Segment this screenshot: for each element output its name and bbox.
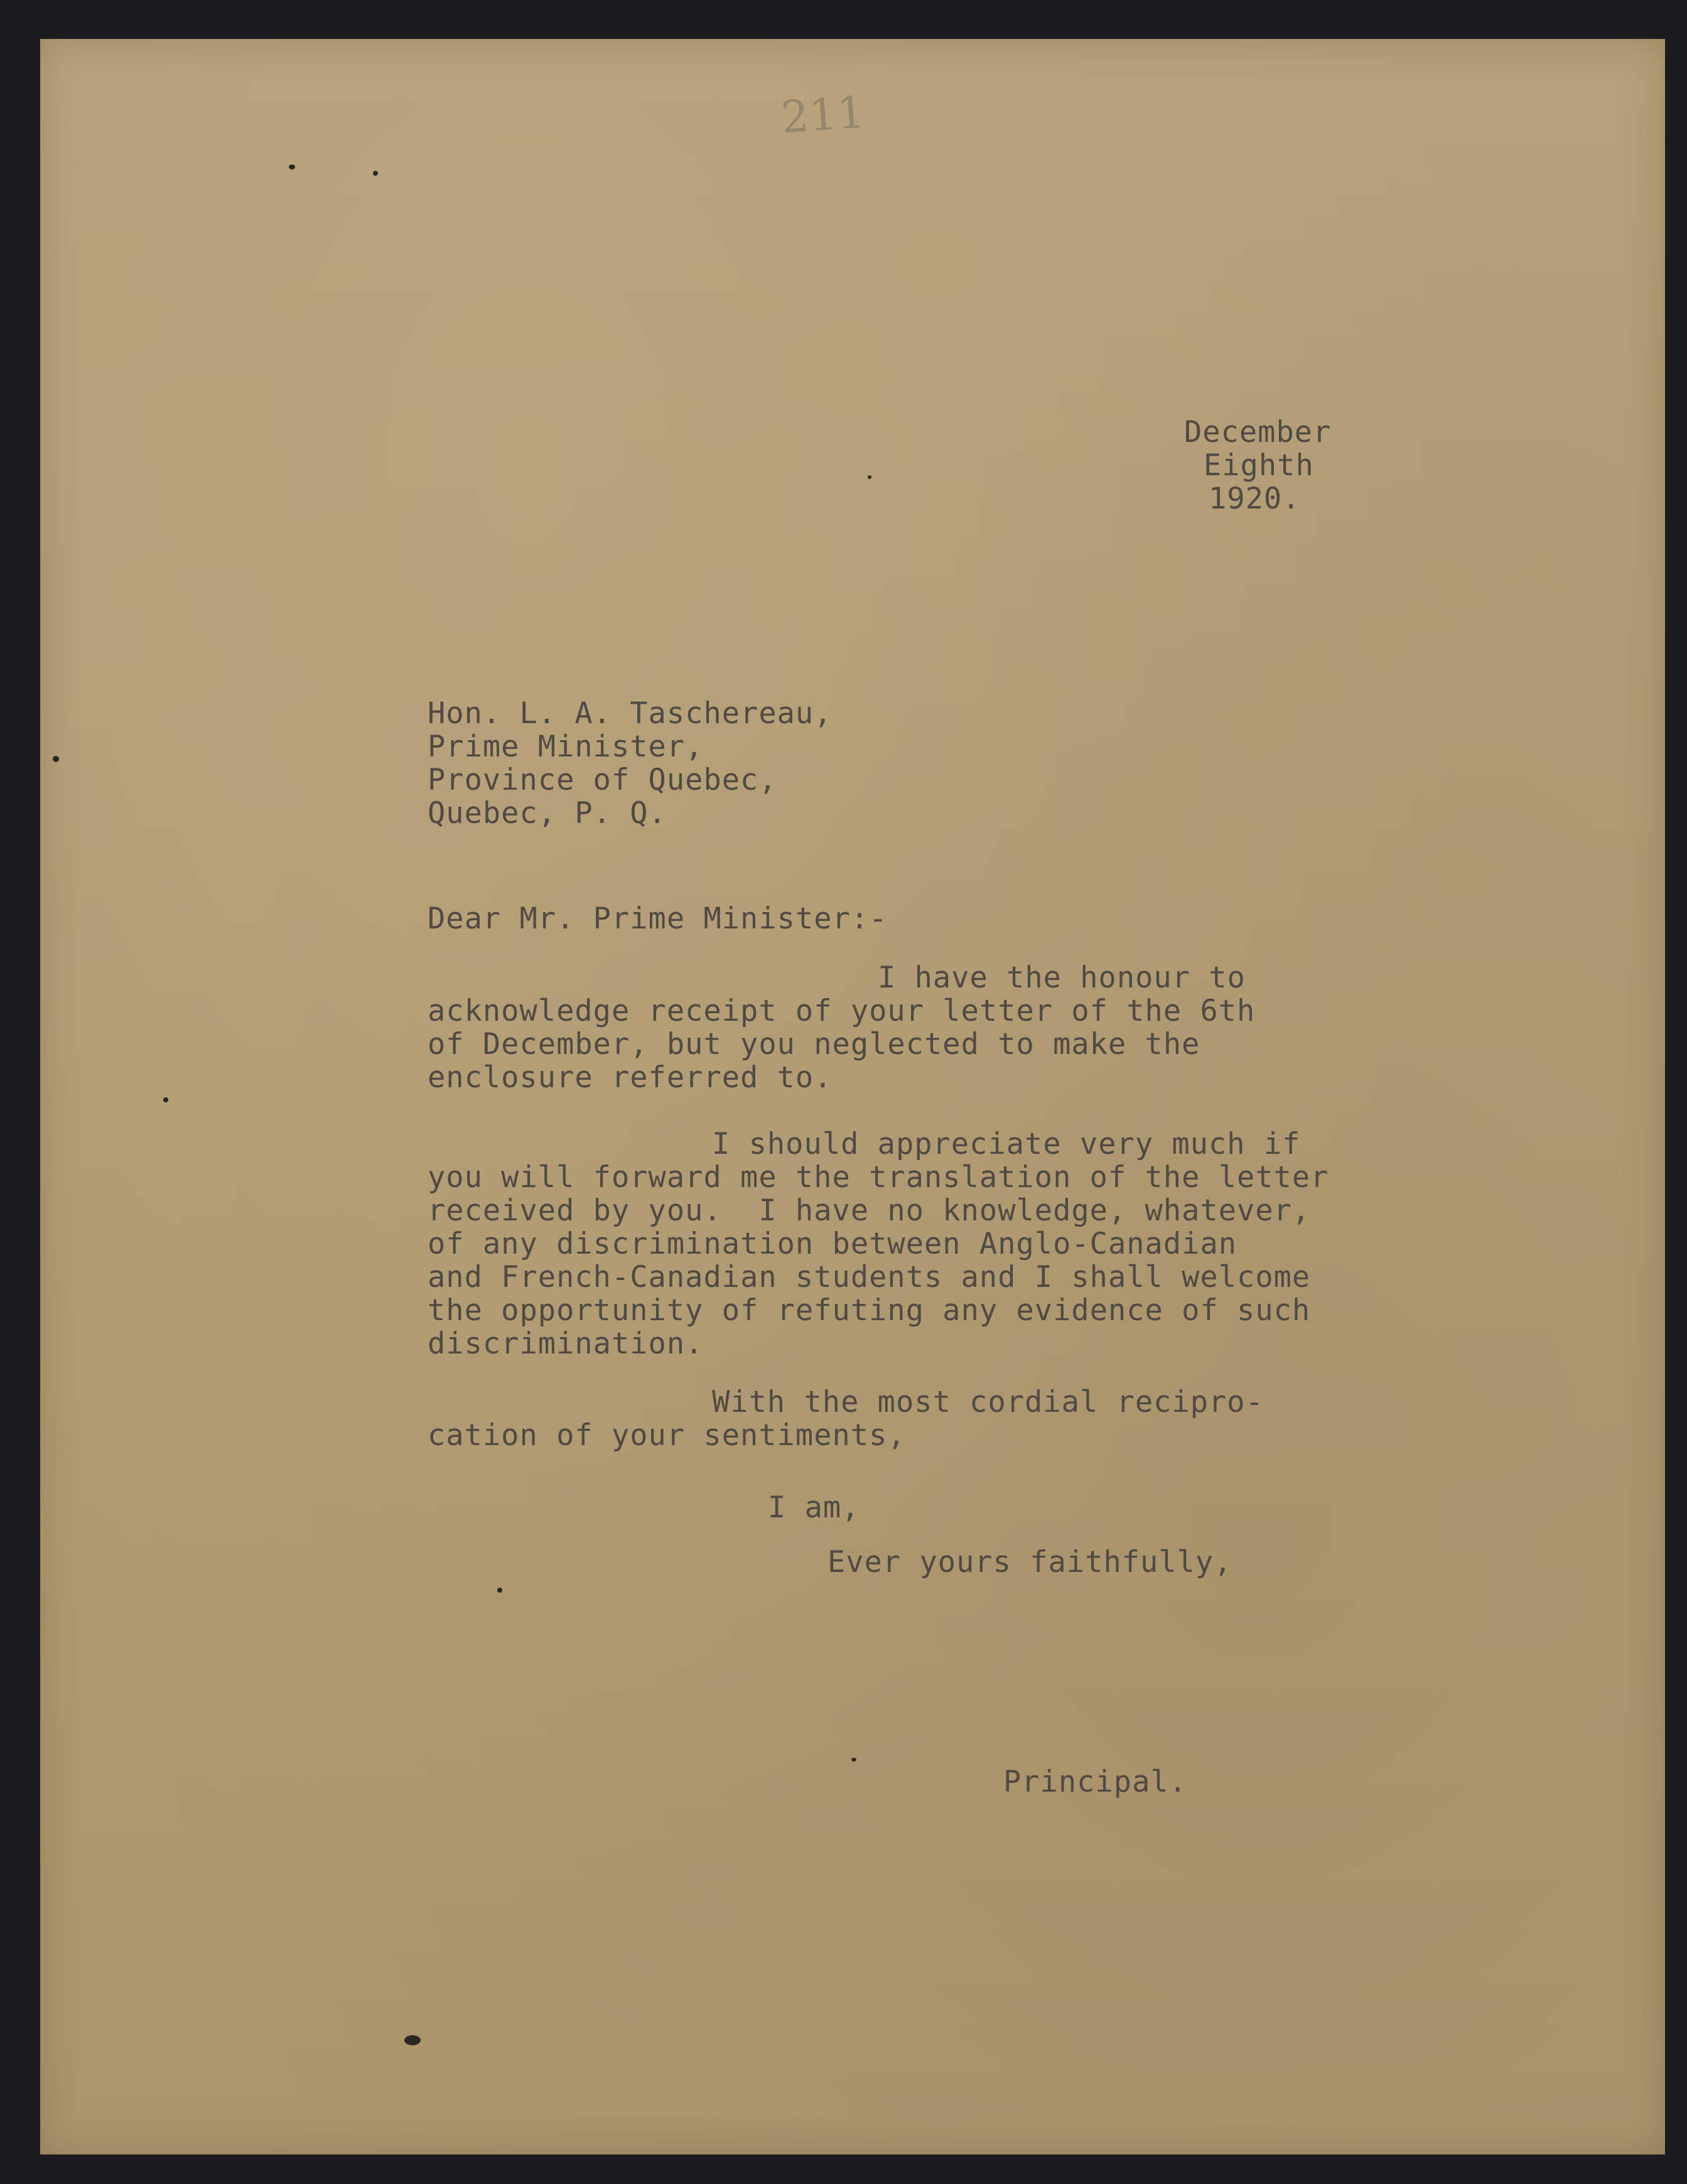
paper-speck bbox=[851, 1758, 856, 1762]
paper-speck bbox=[497, 1588, 502, 1593]
recipient-title: Prime Minister, bbox=[428, 729, 704, 764]
letter-paper bbox=[40, 39, 1665, 2154]
paragraph-3-line-1: With the most cordial recipro- bbox=[712, 1385, 1264, 1419]
paragraph-2-line-5: and French-Canadian students and I shall welcome bbox=[428, 1260, 1311, 1294]
paragraph-1-line-2: acknowledge receipt of your letter of the 6th bbox=[428, 994, 1256, 1028]
signature-title: Principal. bbox=[1003, 1765, 1187, 1799]
paragraph-2-line-3: received by you. I have no knowledge, whatever, bbox=[428, 1193, 1311, 1228]
closing-valediction: Ever yours faithfully, bbox=[827, 1545, 1232, 1579]
folio-number: 211 bbox=[779, 86, 867, 144]
paragraph-2-line-2: you will forward me the translation of the letter bbox=[428, 1160, 1329, 1195]
paragraph-1-line-3: of December, but you neglected to make the bbox=[428, 1027, 1200, 1062]
recipient-province: Province of Quebec, bbox=[428, 763, 777, 797]
paper-speck bbox=[163, 1097, 168, 1102]
paragraph-2-line-1: I should appreciate very much if bbox=[712, 1127, 1301, 1161]
date-year: 1920. bbox=[1209, 481, 1301, 516]
paper-speck bbox=[373, 171, 378, 176]
paper-speck bbox=[289, 164, 295, 169]
closing-i-am: I am, bbox=[768, 1490, 860, 1525]
paper-speck bbox=[868, 475, 871, 479]
paragraph-2-line-4: of any discrimination between Anglo-Canadian bbox=[428, 1227, 1237, 1261]
paragraph-1-line-1: I have the honour to bbox=[878, 960, 1246, 995]
date-day: Eighth bbox=[1204, 448, 1314, 483]
date-month: December bbox=[1184, 415, 1332, 449]
recipient-name: Hon. L. A. Taschereau, bbox=[428, 696, 833, 731]
recipient-city: Quebec, P. Q. bbox=[428, 796, 667, 831]
paragraph-2-line-6: the opportunity of refuting any evidence of such bbox=[428, 1293, 1311, 1328]
paragraph-2-line-7: discrimination. bbox=[428, 1326, 704, 1361]
paragraph-1-line-4: enclosure referred to. bbox=[428, 1060, 833, 1095]
paper-speck bbox=[53, 756, 59, 762]
paragraph-3-line-2: cation of your sentiments, bbox=[428, 1418, 906, 1453]
paper-speck bbox=[404, 2035, 421, 2045]
salutation: Dear Mr. Prime Minister:- bbox=[428, 901, 888, 936]
